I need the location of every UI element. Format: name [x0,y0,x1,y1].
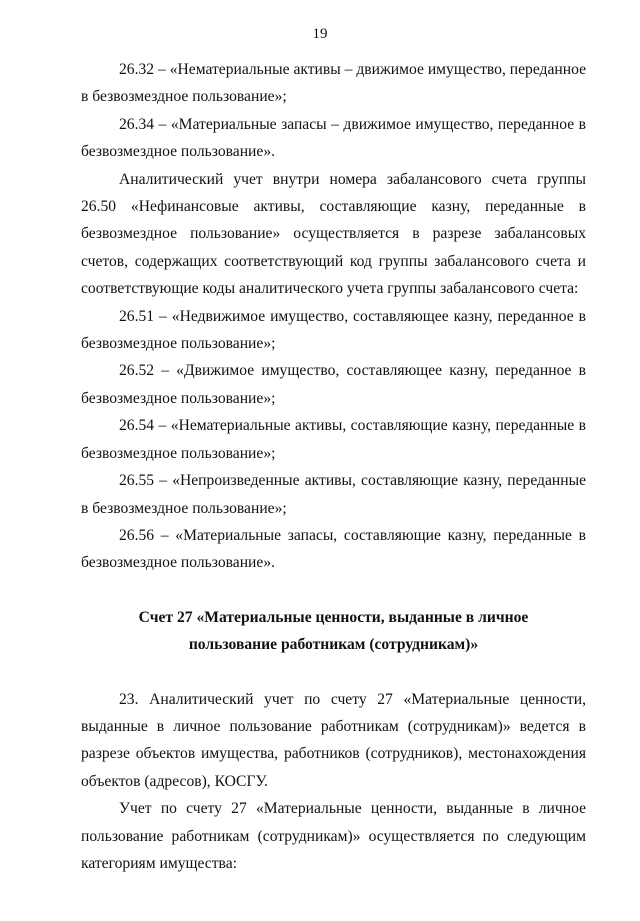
paragraph-analytics-26-50: Аналитический учет внутри номера забалансового счета группы 26.50 «Нефинансовые активы, составляющие казну, переданные в безвозмездное пользование» осуществляется в разрезе забалансовых счетов, содержащих соответствующий код группы забалансового счета и соответствующие коды аналитического учета группы забалансового счета: [81,170,586,298]
paragraph-item-23: 23. Аналитический учет по счету 27 «Материальные ценности, выданные в личное пользование работникам (сотрудникам)» ведется в разрезе объектов имущества, работников (сотрудников), местонахождения объектов (адресов), КОСГУ. [81,690,586,790]
section-heading-line-2: пользование работникам (сотрудникам)» [188,636,479,654]
paragraph-26-54: 26.54 – «Нематериальные активы, составляющие казну, переданные в безвозмездное пользование»; [81,417,586,462]
section-heading-account-27 [81,604,586,659]
paragraph-26-52: 26.52 – «Движимое имущество, составляющее казну, переданное в безвозмездное пользование»; [81,362,586,407]
page-number: 19 [312,26,328,42]
paragraph-account-27-categories: Учет по счету 27 «Материальные ценности, выданные в личное пользование работникам (сотрудникам)» осуществляется по следующим категориям имущества: [81,800,586,872]
paragraph-26-51: 26.51 – «Недвижимое имущество, составляющее казну, переданное в безвозмездное пользование»; [81,307,586,353]
section-heading-line-1: Счет 27 «Материальные ценности, выданные в личное [138,608,529,626]
paragraph-26-55: 26.55 – «Непроизведенные активы, составляющие казну, переданные в безвозмездное пользование»; [81,472,586,517]
paragraph-26-34: 26.34 – «Материальные запасы – движимое имущество, переданное в безвозмездное пользование». [81,115,586,161]
paragraph-26-32: 26.32 – «Нематериальные активы – движимое имущество, переданное в безвозмездное пользование»; [81,61,586,106]
paragraph-26-56: 26.56 – «Материальные запасы, составляющие казну, переданные в безвозмездное пользование». [81,526,586,572]
document-body [81,56,586,877]
